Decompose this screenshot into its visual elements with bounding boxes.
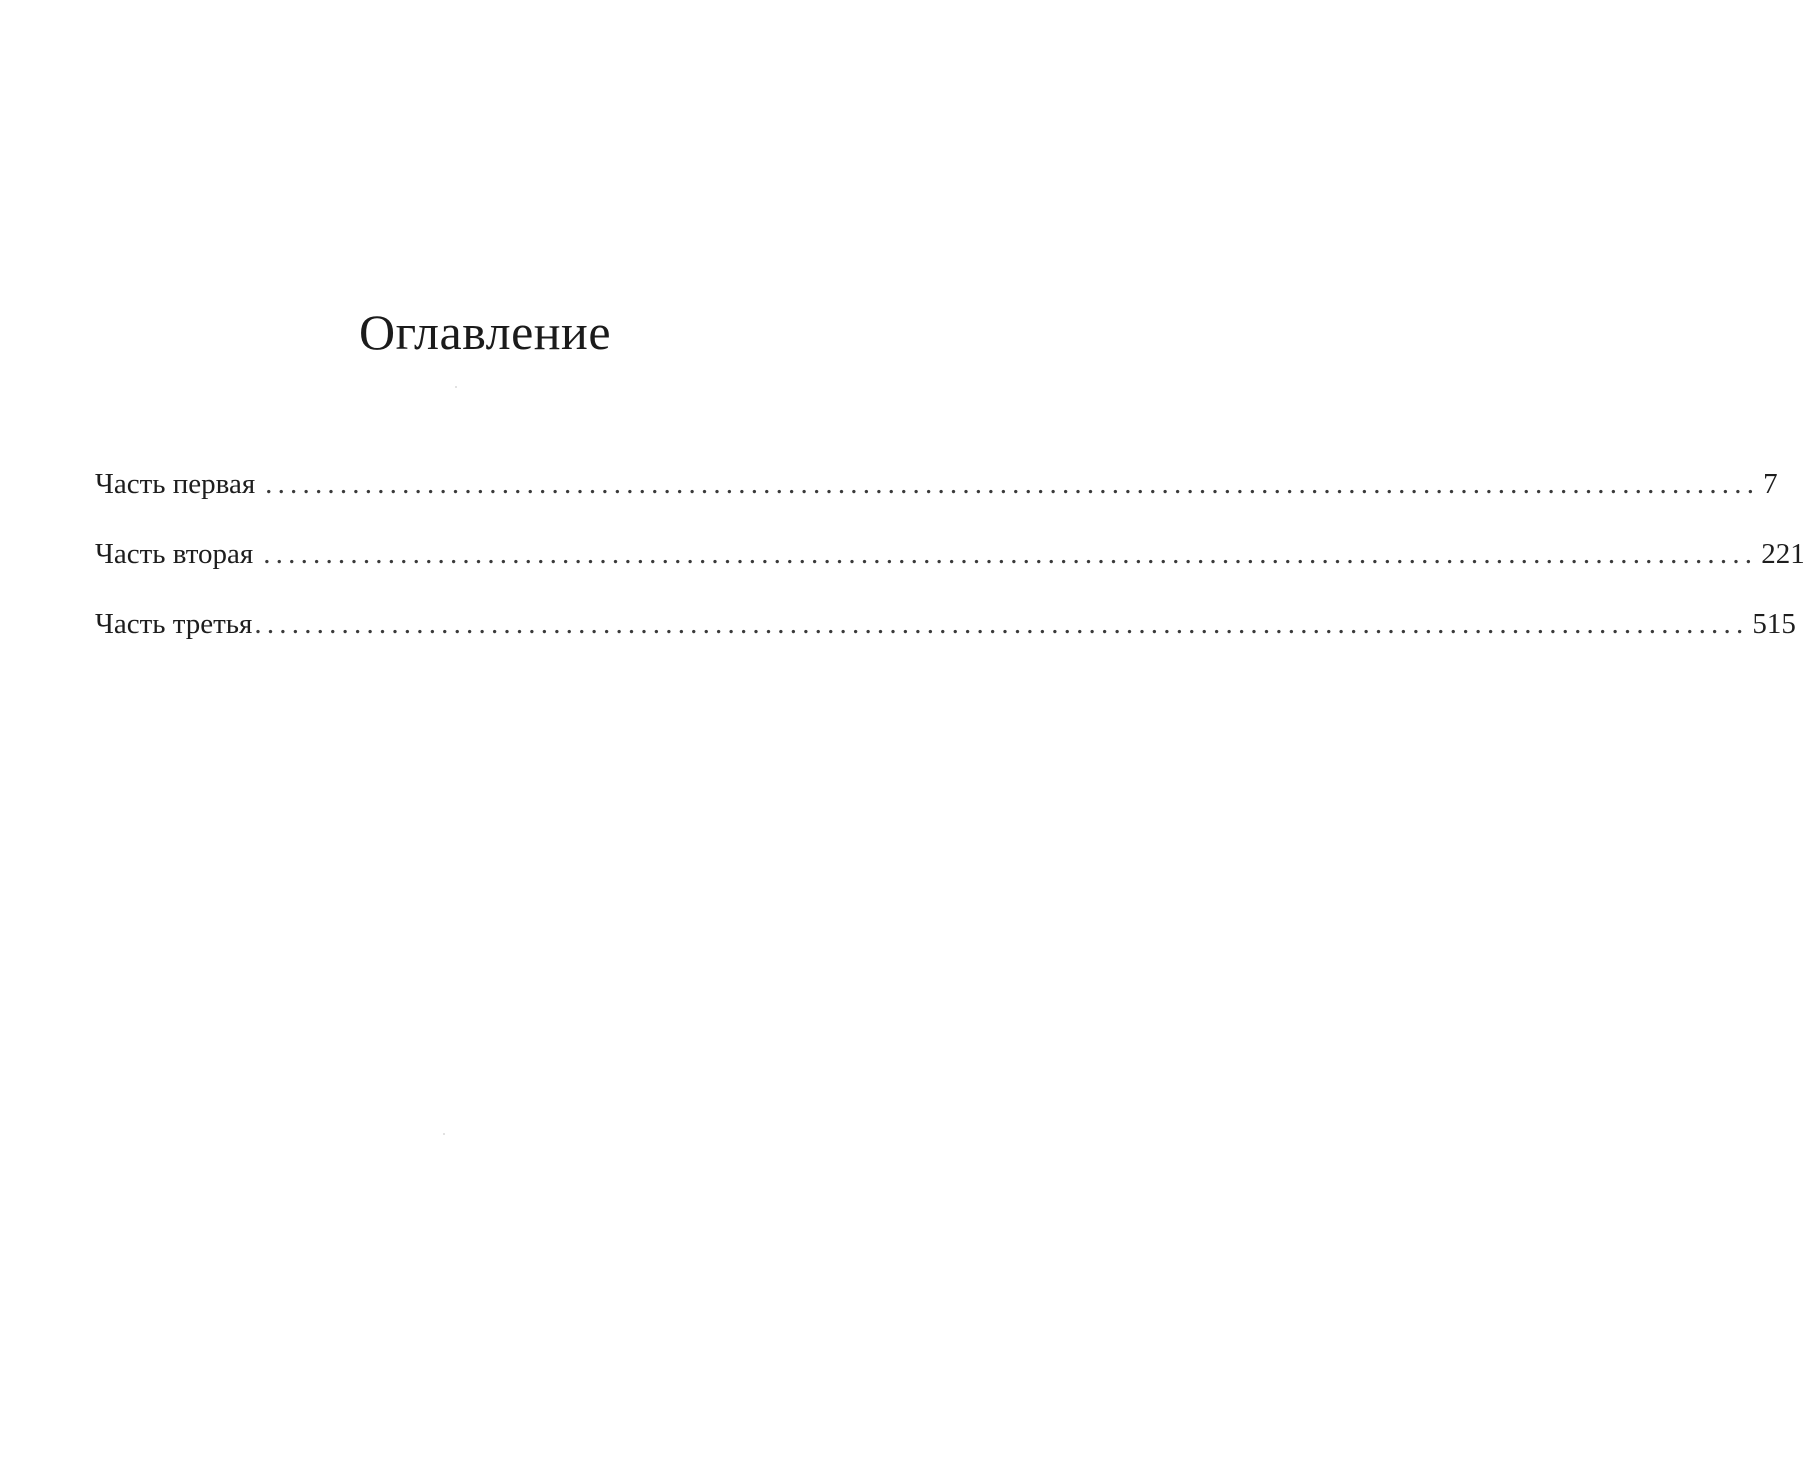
toc-entry-label: Часть третья [95, 608, 253, 640]
toc-entry-page-number: 7 [1763, 468, 1778, 500]
table-of-contents [95, 468, 1805, 678]
dot-leader: ........................................................................................................................ [263, 538, 1758, 570]
toc-entry-label: Часть вторая [95, 538, 254, 570]
toc-entry-page-number: 221 [1761, 538, 1805, 570]
toc-entry-part-3[interactable] [95, 608, 1796, 678]
toc-entry-label: Часть первая [95, 468, 256, 500]
paper-speck [455, 386, 457, 388]
dot-leader: ........................................................................................................................ [254, 608, 1749, 640]
paper-speck [443, 1133, 445, 1135]
dot-leader: ........................................................................................................................ [265, 468, 1760, 500]
toc-entry-part-2[interactable] [95, 538, 1805, 608]
page-title: Оглавление [358, 304, 612, 360]
toc-entry-part-1[interactable] [95, 468, 1778, 538]
toc-entry-page-number: 515 [1752, 608, 1796, 640]
